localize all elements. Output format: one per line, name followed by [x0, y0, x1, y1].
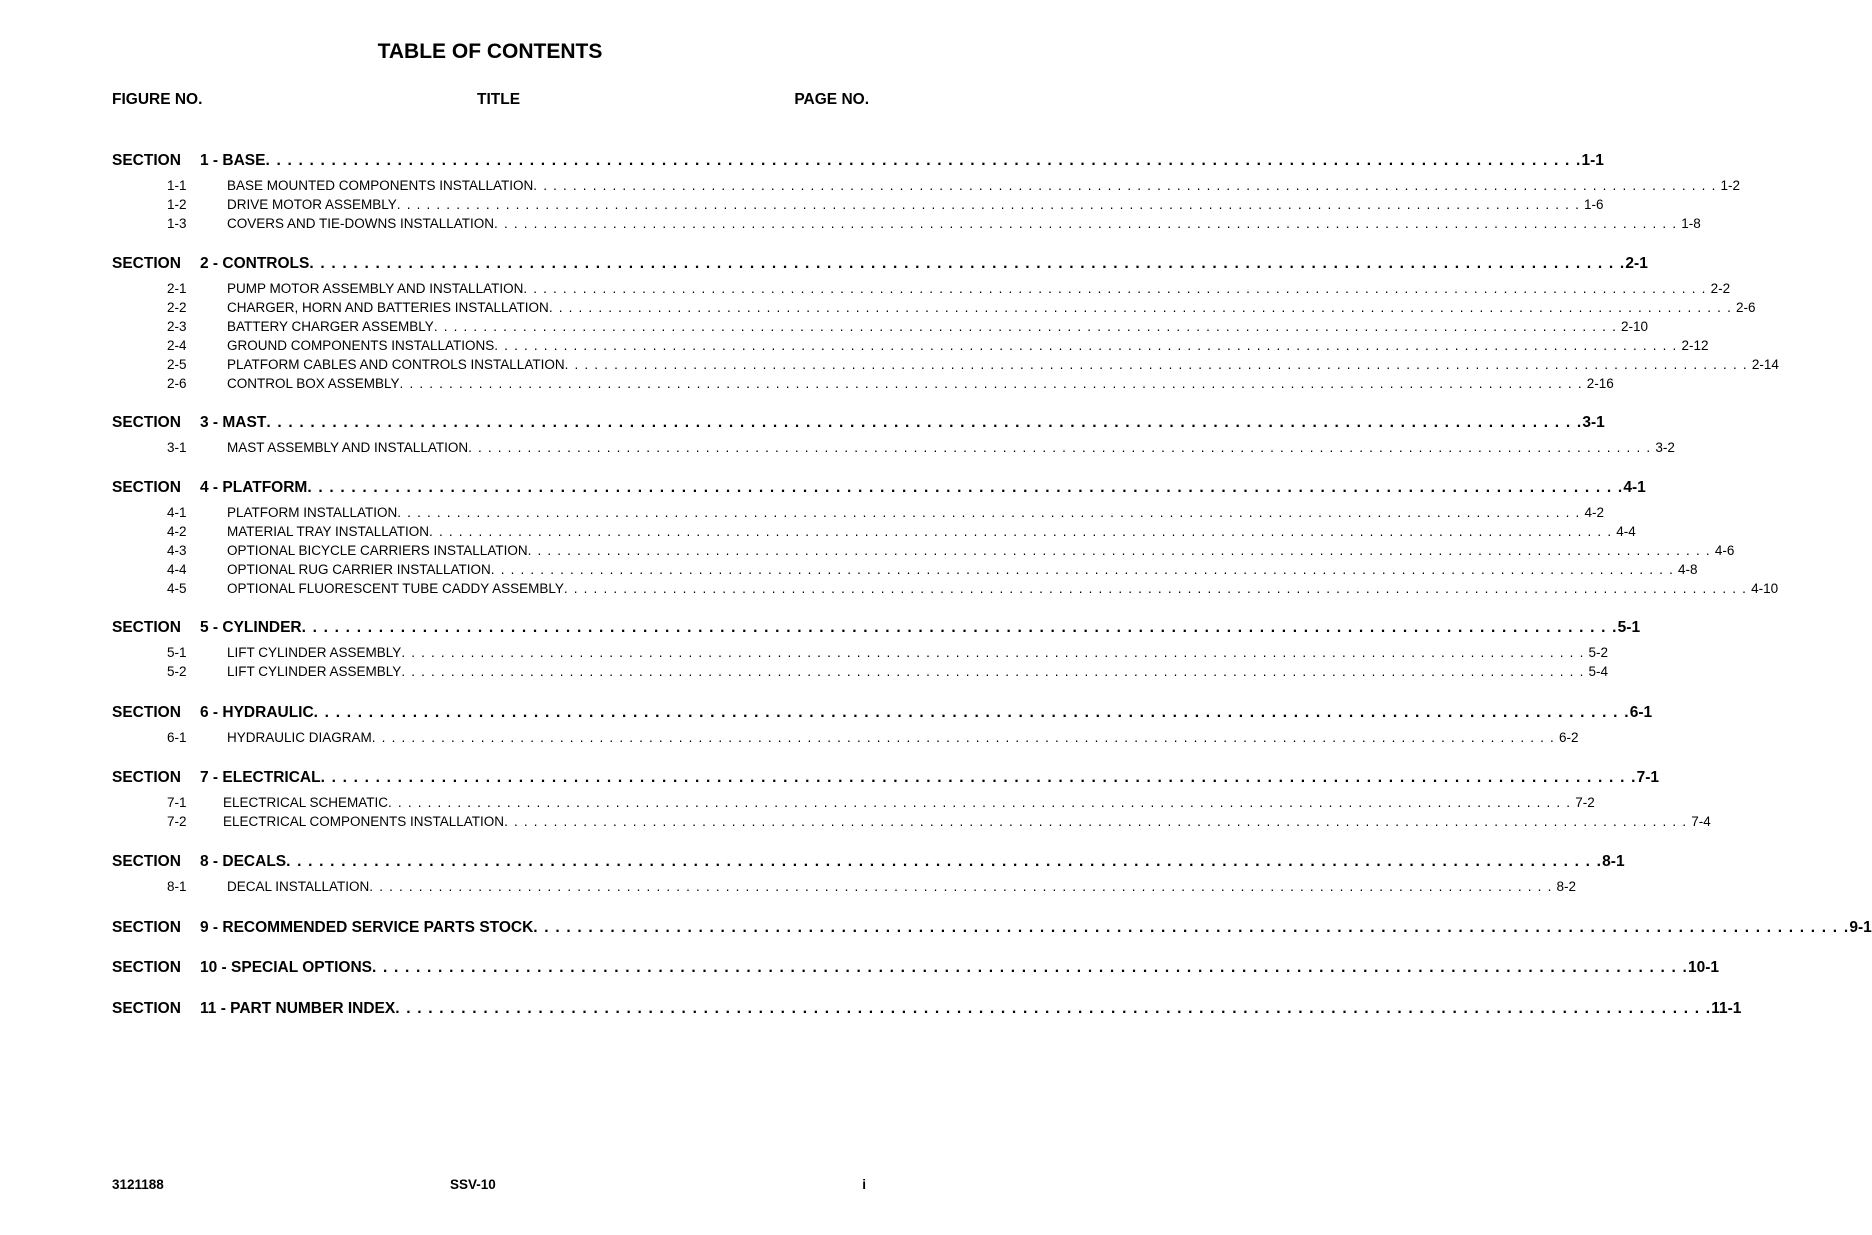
- footer-page-number: i: [862, 1177, 866, 1192]
- section-row[interactable]: [112, 152, 1604, 174]
- figure-page-number: 1-2: [1720, 178, 1741, 193]
- section-page-number: 6-1: [1629, 704, 1653, 721]
- figure-title: PLATFORM CABLES AND CONTROLS INSTALLATION: [227, 357, 565, 372]
- figure-title: LIFT CYLINDER ASSEMBLY: [227, 664, 402, 679]
- dot-leader: . . . . . . . . . . . . . . . . . . . . . . . . . . . . . . . . . . . . . . . . . . . . . . . . . . . . . . . . . . . . . . . . . . . . . . . . . . . . . . . . . . . . . . . . . . . . . . . . . . . . . . . . . . . . . . . . . . . . . . . .: [563, 581, 1748, 596]
- figure-number: 7-1: [167, 795, 187, 810]
- figure-row[interactable]: [167, 281, 1731, 300]
- section-page-number: 10-1: [1688, 959, 1720, 976]
- section-label: SECTION: [112, 255, 181, 272]
- section-title: 2 - CONTROLS: [200, 255, 310, 272]
- figure-title: MATERIAL TRAY INSTALLATION: [227, 524, 430, 539]
- figure-row[interactable]: [167, 440, 1675, 459]
- column-header-figure-no: FIGURE NO.: [112, 91, 203, 108]
- dot-leader: . . . . . . . . . . . . . . . . . . . . . . . . . . . . . . . . . . . . . . . . . . . . . . . . . . . . . . . . . . . . . . . . . . . . . . . . . . . . . . . . . . . . . . . . . . . . . . . . . . . . . . . . . . . . . . . . . . . . . . . .: [433, 319, 1618, 334]
- figure-page-number: 7-4: [1691, 814, 1711, 829]
- dot-leader: . . . . . . . . . . . . . . . . . . . . . . . . . . . . . . . . . . . . . . . . . . . . . . . . . . . . . . . . . . . . . . . . . . . . . . . . . . . . . . . . . . . . . . . . . . . . . . . . . . . . . . . . . . . . . . . . . . . . . . . .: [320, 769, 1637, 786]
- section-label: SECTION: [112, 479, 181, 496]
- dot-leader: . . . . . . . . . . . . . . . . . . . . . . . . . . . . . . . . . . . . . . . . . . . . . . . . . . . . . . . . . . . . . . . . . . . . . . . . . . . . . . . . . . . . . . . . . . . . . . . . . . . . . . . . . . . . . . . . . . . . . . . .: [266, 414, 1583, 431]
- figure-page-number: 1-8: [1681, 216, 1701, 231]
- figure-page-number: 2-10: [1621, 319, 1649, 334]
- figure-page-number: 4-10: [1751, 581, 1779, 596]
- figure-number: 7-2: [167, 814, 187, 829]
- figure-number: 5-2: [167, 664, 187, 679]
- figure-page-number: 2-2: [1710, 281, 1731, 296]
- figure-row[interactable]: [167, 879, 1577, 898]
- dot-leader: . . . . . . . . . . . . . . . . . . . . . . . . . . . . . . . . . . . . . . . . . . . . . . . . . . . . . . . . . . . . . . . . . . . . . . . . . . . . . . . . . . . . . . . . . . . . . . . . . . . . . . . . . . . . . . . . . . . . . . . .: [399, 376, 1583, 391]
- figure-row[interactable]: [167, 319, 1649, 338]
- figure-title: CHARGER, HORN AND BATTERIES INSTALLATION: [227, 300, 549, 315]
- section-page-number: 8-1: [1602, 853, 1625, 870]
- figure-title: DECAL INSTALLATION: [227, 879, 370, 894]
- section-row[interactable]: [112, 853, 1625, 875]
- footer-document-number: 3121188: [112, 1177, 164, 1192]
- figure-page-number: 4-8: [1678, 562, 1698, 577]
- figure-number: 4-5: [167, 581, 187, 596]
- page-title: TABLE OF CONTENTS: [377, 40, 603, 63]
- section-page-number: 11-1: [1711, 1000, 1742, 1017]
- figure-number: 2-2: [167, 300, 187, 315]
- figure-row[interactable]: [167, 197, 1604, 216]
- figure-page-number: 8-2: [1556, 879, 1577, 894]
- section-title: 9 - RECOMMENDED SERVICE PARTS STOCK: [200, 919, 534, 936]
- dot-leader: . . . . . . . . . . . . . . . . . . . . . . . . . . . . . . . . . . . . . . . . . . . . . . . . . . . . . . . . . . . . . . . . . . . . . . . . . . . . . . . . . . . . . . . . . . . . . . . . . . . . . . . . . . . . . . . . . . . . . . . .: [564, 357, 1748, 372]
- footer-model-name: SSV-10: [450, 1177, 496, 1192]
- figure-row[interactable]: [167, 524, 1636, 543]
- figure-page-number: 2-6: [1736, 300, 1756, 315]
- figure-row[interactable]: [167, 300, 1756, 319]
- section-title: 10 - SPECIAL OPTIONS: [200, 959, 372, 976]
- dot-leader: . . . . . . . . . . . . . . . . . . . . . . . . . . . . . . . . . . . . . . . . . . . . . . . . . . . . . . . . . . . . . . . . . . . . . . . . . . . . . . . . . . . . . . . . . . . . . . . . . . . . . . . . . . . . . . . . . . . . . . . .: [286, 853, 1603, 870]
- section-label: SECTION: [112, 704, 181, 721]
- figure-row[interactable]: [167, 562, 1698, 581]
- figure-title: DRIVE MOTOR ASSEMBLY: [227, 197, 397, 212]
- dot-leader: . . . . . . . . . . . . . . . . . . . . . . . . . . . . . . . . . . . . . . . . . . . . . . . . . . . . . . . . . . . . . . . . . . . . . . . . . . . . . . . . . . . . . . . . . . . . . . . . . . . . . . . . . . . . . . . . . . . . . . . .: [494, 338, 1678, 353]
- dot-leader: . . . . . . . . . . . . . . . . . . . . . . . . . . . . . . . . . . . . . . . . . . . . . . . . . . . . . . . . . . . . . . . . . . . . . . . . . . . . . . . . . . . . . . . . . . . . . . . . . . . . . . . . . . . . . . . . . . . . . . . .: [369, 879, 1553, 894]
- figure-row[interactable]: [167, 338, 1709, 357]
- figure-title: OPTIONAL FLUORESCENT TUBE CADDY ASSEMBLY: [227, 581, 564, 596]
- figure-number: 2-6: [167, 376, 187, 391]
- figure-number: 1-1: [167, 178, 187, 193]
- figure-row[interactable]: [167, 581, 1779, 600]
- figure-number: 1-2: [167, 197, 187, 212]
- figure-title: PLATFORM INSTALLATION: [227, 505, 398, 520]
- section-title: 4 - PLATFORM: [200, 479, 308, 496]
- section-row[interactable]: [112, 414, 1605, 436]
- dot-leader: . . . . . . . . . . . . . . . . . . . . . . . . . . . . . . . . . . . . . . . . . . . . . . . . . . . . . . . . . . . . . . . . . . . . . . . . . . . . . . . . . . . . . . . . . . . . . . . . . . . . . . . . . . . . . . . . . . . . . . . .: [388, 795, 1572, 810]
- section-label: SECTION: [112, 619, 181, 636]
- figure-page-number: 5-2: [1588, 645, 1609, 660]
- figure-row[interactable]: [167, 795, 1595, 814]
- figure-number: 1-3: [167, 216, 187, 231]
- figure-page-number: 2-14: [1751, 357, 1779, 372]
- figure-number: 4-4: [167, 562, 187, 577]
- figure-row[interactable]: [167, 216, 1701, 235]
- figure-title: HYDRAULIC DIAGRAM: [227, 730, 372, 745]
- figure-title: COVERS AND TIE-DOWNS INSTALLATION: [227, 216, 495, 231]
- figure-page-number: 2-12: [1681, 338, 1709, 353]
- figure-page-number: 3-2: [1655, 440, 1675, 455]
- figure-number: 2-1: [167, 281, 187, 296]
- figure-title: PUMP MOTOR ASSEMBLY AND INSTALLATION: [227, 281, 524, 296]
- figure-row[interactable]: [167, 376, 1614, 395]
- section-title: 5 - CYLINDER: [200, 619, 302, 636]
- figure-title: BATTERY CHARGER ASSEMBLY: [227, 319, 434, 334]
- figure-number: 8-1: [167, 879, 187, 894]
- figure-number: 2-4: [167, 338, 187, 353]
- figure-number: 4-1: [167, 505, 187, 520]
- figure-title: GROUND COMPONENTS INSTALLATIONS: [227, 338, 495, 353]
- dot-leader: . . . . . . . . . . . . . . . . . . . . . . . . . . . . . . . . . . . . . . . . . . . . . . . . . . . . . . . . . . . . . . . . . . . . . . . . . . . . . . . . . . . . . . . . . . . . . . . . . . . . . . . . . . . . . . . . . . . . . . . .: [301, 619, 1618, 636]
- figure-title: ELECTRICAL SCHEMATIC: [223, 795, 389, 810]
- figure-number: 4-3: [167, 543, 187, 558]
- section-title: 6 - HYDRAULIC: [200, 704, 314, 721]
- figure-number: 4-2: [167, 524, 187, 539]
- figure-row[interactable]: [167, 357, 1779, 376]
- dot-leader: . . . . . . . . . . . . . . . . . . . . . . . . . . . . . . . . . . . . . . . . . . . . . . . . . . . . . . . . . . . . . . . . . . . . . . . . . . . . . . . . . . . . . . . . . . . . . . . . . . . . . . . . . . . . . . . . . . . . . . . .: [533, 919, 1850, 936]
- figure-row[interactable]: [167, 645, 1609, 664]
- dot-leader: . . . . . . . . . . . . . . . . . . . . . . . . . . . . . . . . . . . . . . . . . . . . . . . . . . . . . . . . . . . . . . . . . . . . . . . . . . . . . . . . . . . . . . . . . . . . . . . . . . . . . . . . . . . . . . . . . . . . . . . .: [401, 664, 1585, 679]
- section-row[interactable]: [112, 1000, 1742, 1022]
- figure-page-number: 5-4: [1588, 664, 1609, 679]
- section-title: 8 - DECALS: [200, 853, 287, 870]
- section-page-number: 2-1: [1625, 255, 1648, 272]
- section-title: 7 - ELECTRICAL: [200, 769, 321, 786]
- dot-leader: . . . . . . . . . . . . . . . . . . . . . . . . . . . . . . . . . . . . . . . . . . . . . . . . . . . . . . . . . . . . . . . . . . . . . . . . . . . . . . . . . . . . . . . . . . . . . . . . . . . . . . . . . . . . . . . . . . . . . . . .: [371, 959, 1689, 976]
- dot-leader: . . . . . . . . . . . . . . . . . . . . . . . . . . . . . . . . . . . . . . . . . . . . . . . . . . . . . . . . . . . . . . . . . . . . . . . . . . . . . . . . . . . . . . . . . . . . . . . . . . . . . . . . . . . . . . . . . . . . . . . .: [396, 197, 1581, 212]
- section-page-number: 5-1: [1617, 619, 1641, 636]
- section-row[interactable]: [112, 704, 1653, 726]
- dot-leader: . . . . . . . . . . . . . . . . . . . . . . . . . . . . . . . . . . . . . . . . . . . . . . . . . . . . . . . . . . . . . . . . . . . . . . . . . . . . . . . . . . . . . . . . . . . . . . . . . . . . . . . . . . . . . . . . . . . . . . . .: [395, 1000, 1712, 1017]
- figure-title: CONTROL BOX ASSEMBLY: [227, 376, 400, 391]
- figure-row[interactable]: [167, 730, 1579, 749]
- section-label: SECTION: [112, 769, 181, 786]
- figure-number: 2-3: [167, 319, 187, 334]
- column-header-page-no: PAGE NO.: [794, 91, 869, 108]
- section-label: SECTION: [112, 959, 181, 976]
- dot-leader: . . . . . . . . . . . . . . . . . . . . . . . . . . . . . . . . . . . . . . . . . . . . . . . . . . . . . . . . . . . . . . . . . . . . . . . . . . . . . . . . . . . . . . . . . . . . . . . . . . . . . . . . . . . . . . . . . . . . . . . .: [307, 479, 1624, 496]
- section-page-number: 4-1: [1623, 479, 1646, 496]
- column-header-title: TITLE: [477, 91, 521, 108]
- dot-leader: . . . . . . . . . . . . . . . . . . . . . . . . . . . . . . . . . . . . . . . . . . . . . . . . . . . . . . . . . . . . . . . . . . . . . . . . . . . . . . . . . . . . . . . . . . . . . . . . . . . . . . . . . . . . . . . . . . . . . . . .: [309, 255, 1626, 272]
- dot-leader: . . . . . . . . . . . . . . . . . . . . . . . . . . . . . . . . . . . . . . . . . . . . . . . . . . . . . . . . . . . . . . . . . . . . . . . . . . . . . . . . . . . . . . . . . . . . . . . . . . . . . . . . . . . . . . . . . . . . . . . .: [494, 216, 1678, 231]
- section-label: SECTION: [112, 1000, 181, 1017]
- section-row[interactable]: [112, 619, 1641, 641]
- figure-number: 6-1: [167, 730, 187, 745]
- section-label: SECTION: [112, 152, 181, 169]
- section-row[interactable]: [112, 959, 1720, 981]
- section-row[interactable]: [112, 255, 1648, 277]
- figure-title: ELECTRICAL COMPONENTS INSTALLATION: [223, 814, 505, 829]
- dot-leader: . . . . . . . . . . . . . . . . . . . . . . . . . . . . . . . . . . . . . . . . . . . . . . . . . . . . . . . . . . . . . . . . . . . . . . . . . . . . . . . . . . . . . . . . . . . . . . . . . . . . . . . . . . . . . . . . . . . . . . . .: [504, 814, 1688, 829]
- section-title: 3 - MAST: [200, 414, 267, 431]
- dot-leader: . . . . . . . . . . . . . . . . . . . . . . . . . . . . . . . . . . . . . . . . . . . . . . . . . . . . . . . . . . . . . . . . . . . . . . . . . . . . . . . . . . . . . . . . . . . . . . . . . . . . . . . . . . . . . . . . . . . . . . . .: [490, 562, 1675, 577]
- section-row[interactable]: [112, 479, 1646, 501]
- section-label: SECTION: [112, 853, 181, 870]
- section-page-number: 9-1: [1849, 919, 1872, 936]
- figure-title: BASE MOUNTED COMPONENTS INSTALLATION: [227, 178, 534, 193]
- figure-page-number: 1-6: [1584, 197, 1604, 212]
- dot-leader: . . . . . . . . . . . . . . . . . . . . . . . . . . . . . . . . . . . . . . . . . . . . . . . . . . . . . . . . . . . . . . . . . . . . . . . . . . . . . . . . . . . . . . . . . . . . . . . . . . . . . . . . . . . . . . . . . . . . . . . .: [313, 704, 1630, 721]
- dot-leader: . . . . . . . . . . . . . . . . . . . . . . . . . . . . . . . . . . . . . . . . . . . . . . . . . . . . . . . . . . . . . . . . . . . . . . . . . . . . . . . . . . . . . . . . . . . . . . . . . . . . . . . . . . . . . . . . . . . . . . . .: [429, 524, 1613, 539]
- section-page-number: 1-1: [1581, 152, 1604, 169]
- section-page-number: 7-1: [1636, 769, 1659, 786]
- section-title: 11 - PART NUMBER INDEX: [200, 1000, 396, 1017]
- dot-leader: . . . . . . . . . . . . . . . . . . . . . . . . . . . . . . . . . . . . . . . . . . . . . . . . . . . . . . . . . . . . . . . . . . . . . . . . . . . . . . . . . . . . . . . . . . . . . . . . . . . . . . . . . . . . . . . . . . . . . . . .: [265, 152, 1582, 169]
- figure-row[interactable]: [167, 664, 1609, 683]
- figure-title: MAST ASSEMBLY AND INSTALLATION: [227, 440, 469, 455]
- dot-leader: . . . . . . . . . . . . . . . . . . . . . . . . . . . . . . . . . . . . . . . . . . . . . . . . . . . . . . . . . . . . . . . . . . . . . . . . . . . . . . . . . . . . . . . . . . . . . . . . . . . . . . . . . . . . . . . . . . . . . . . .: [523, 281, 1707, 296]
- figure-page-number: 4-2: [1584, 505, 1605, 520]
- figure-page-number: 4-6: [1714, 543, 1735, 558]
- dot-leader: . . . . . . . . . . . . . . . . . . . . . . . . . . . . . . . . . . . . . . . . . . . . . . . . . . . . . . . . . . . . . . . . . . . . . . . . . . . . . . . . . . . . . . . . . . . . . . . . . . . . . . . . . . . . . . . . . . . . . . . .: [548, 300, 1733, 315]
- figure-page-number: 6-2: [1559, 730, 1579, 745]
- dot-leader: . . . . . . . . . . . . . . . . . . . . . . . . . . . . . . . . . . . . . . . . . . . . . . . . . . . . . . . . . . . . . . . . . . . . . . . . . . . . . . . . . . . . . . . . . . . . . . . . . . . . . . . . . . . . . . . . . . . . . . . .: [401, 645, 1585, 660]
- figure-number: 3-1: [167, 440, 187, 455]
- figure-page-number: 2-16: [1586, 376, 1614, 391]
- figure-page-number: 4-4: [1616, 524, 1636, 539]
- dot-leader: . . . . . . . . . . . . . . . . . . . . . . . . . . . . . . . . . . . . . . . . . . . . . . . . . . . . . . . . . . . . . . . . . . . . . . . . . . . . . . . . . . . . . . . . . . . . . . . . . . . . . . . . . . . . . . . . . . . . . . . .: [468, 440, 1652, 455]
- figure-page-number: 7-2: [1575, 795, 1595, 810]
- figure-title: OPTIONAL RUG CARRIER INSTALLATION: [227, 562, 491, 577]
- figure-number: 2-5: [167, 357, 187, 372]
- dot-leader: . . . . . . . . . . . . . . . . . . . . . . . . . . . . . . . . . . . . . . . . . . . . . . . . . . . . . . . . . . . . . . . . . . . . . . . . . . . . . . . . . . . . . . . . . . . . . . . . . . . . . . . . . . . . . . . . . . . . . . . .: [397, 505, 1581, 520]
- figure-row[interactable]: [167, 505, 1605, 524]
- figure-title: OPTIONAL BICYCLE CARRIERS INSTALLATION: [227, 543, 528, 558]
- figure-title: LIFT CYLINDER ASSEMBLY: [227, 645, 402, 660]
- figure-row[interactable]: [167, 814, 1711, 833]
- section-label: SECTION: [112, 414, 181, 431]
- figure-row[interactable]: [167, 178, 1741, 197]
- section-title: 1 - BASE: [200, 152, 266, 169]
- dot-leader: . . . . . . . . . . . . . . . . . . . . . . . . . . . . . . . . . . . . . . . . . . . . . . . . . . . . . . . . . . . . . . . . . . . . . . . . . . . . . . . . . . . . . . . . . . . . . . . . . . . . . . . . . . . . . . . . . . . . . . . .: [527, 543, 1711, 558]
- dot-leader: . . . . . . . . . . . . . . . . . . . . . . . . . . . . . . . . . . . . . . . . . . . . . . . . . . . . . . . . . . . . . . . . . . . . . . . . . . . . . . . . . . . . . . . . . . . . . . . . . . . . . . . . . . . . . . . . . . . . . . . .: [533, 178, 1717, 193]
- figure-number: 5-1: [167, 645, 187, 660]
- section-label: SECTION: [112, 919, 181, 936]
- section-page-number: 3-1: [1582, 414, 1605, 431]
- section-row[interactable]: [112, 769, 1659, 791]
- dot-leader: . . . . . . . . . . . . . . . . . . . . . . . . . . . . . . . . . . . . . . . . . . . . . . . . . . . . . . . . . . . . . . . . . . . . . . . . . . . . . . . . . . . . . . . . . . . . . . . . . . . . . . . . . . . . . . . . . . . . . . . .: [371, 730, 1556, 745]
- figure-row[interactable]: [167, 543, 1735, 562]
- section-row[interactable]: [112, 919, 1872, 941]
